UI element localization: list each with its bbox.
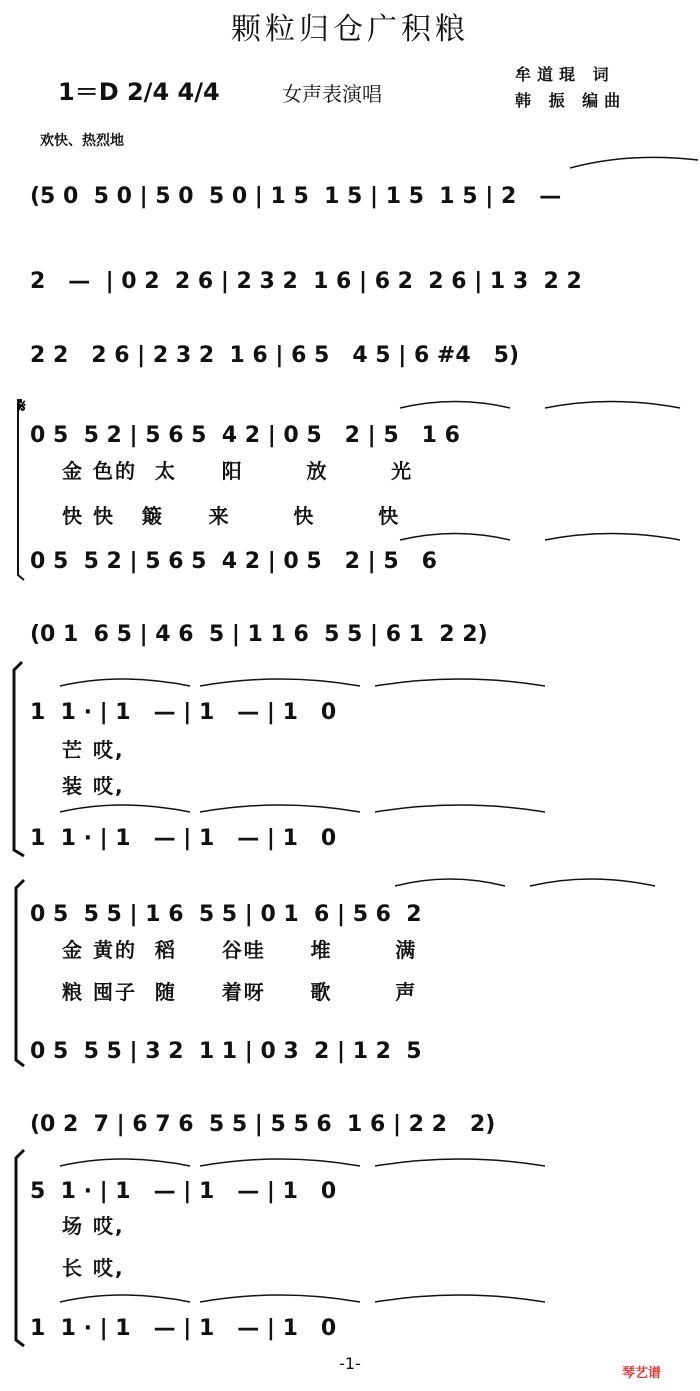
notation-line: 0 5 5 2 | 5 6 5 4 2 | 0 5 2 | 5 6 bbox=[30, 549, 437, 574]
notation-line: 1 1 · | 1 — | 1 — | 1 0 bbox=[30, 1316, 337, 1341]
notation-line: 1 1 · | 1 — | 1 — | 1 0 bbox=[30, 826, 337, 851]
notation-line: 2 — | 0 2 2 6 | 2 3 2 1 6 | 6 2 2 6 | 1 3 2 2 bbox=[30, 269, 582, 294]
lyric-line: 装 哎, bbox=[62, 774, 125, 798]
notation-line: (0 2 7 | 6 7 6 5 5 | 5 5 6 1 6 | 2 2 2) bbox=[30, 1112, 496, 1137]
notation-line: (5 0 5 0 | 5 0 5 0 | 1 5 1 5 | 1 5 1 5 | 2 — bbox=[30, 184, 562, 209]
notation-line: 0 5 5 5 | 1 6 5 5 | 0 1 6 | 5 6 2 bbox=[30, 902, 422, 927]
lyric-line: 芒 哎, bbox=[62, 738, 125, 762]
notation-line: 0 5 5 5 | 3 2 1 1 | 0 3 2 | 1 2 5 bbox=[30, 1039, 422, 1064]
lyric-line: 金 黄的 稻 谷哇 堆 满 bbox=[62, 938, 418, 962]
notation-line: 1 1 · | 1 — | 1 — | 1 0 bbox=[30, 700, 337, 725]
notation-line: (0 1 6 5 | 4 6 5 | 1 1 6 5 5 | 6 1 2 2) bbox=[30, 622, 488, 647]
notation-line: 0 5 5 2 | 5 6 5 4 2 | 0 5 2 | 5 1 6 bbox=[30, 423, 460, 448]
lyric-line: 快 快 簸 来 快 快 bbox=[62, 504, 401, 528]
lyric-line: 场 哎, bbox=[62, 1214, 125, 1238]
tempo-marking: 欢快、热烈地 bbox=[40, 133, 124, 149]
watermark-logo: 琴艺谱 bbox=[622, 1366, 662, 1381]
lyricist-credit: 牟道琨 词 bbox=[515, 65, 615, 84]
notation-line: 2 2 2 6 | 2 3 2 1 6 | 6 5 4 5 | 6 #4 5) bbox=[30, 343, 519, 368]
lyric-line: 粮 囤子 随 着呀 歌 声 bbox=[62, 980, 418, 1004]
lyric-line: 金 色的 太 阳 放 光 bbox=[62, 459, 414, 483]
lyric-line: 长 哎, bbox=[62, 1256, 125, 1280]
composer-credit: 韩 振 编曲 bbox=[515, 91, 627, 110]
svg-text:𝄋: 𝄋 bbox=[18, 396, 26, 417]
key-signature: 1＝D 2/4 4/4 bbox=[58, 78, 220, 106]
performance-note: 女声表演唱 bbox=[282, 82, 382, 106]
score-title: 颗粒归仓广积粮 bbox=[231, 12, 469, 47]
page-number: -1- bbox=[339, 1354, 361, 1373]
notation-line: 5 1 · | 1 — | 1 — | 1 0 bbox=[30, 1179, 337, 1204]
